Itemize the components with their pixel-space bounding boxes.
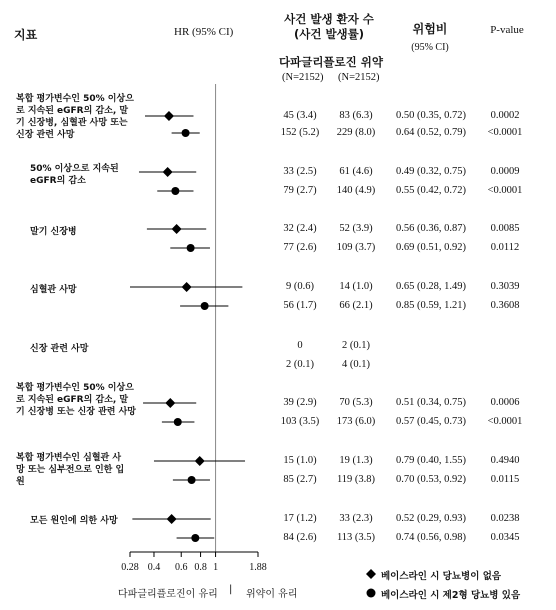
p-value: 0.4940 [490, 455, 520, 466]
hazard-ratio-value: 0.64 (0.52, 0.79) [396, 127, 466, 138]
hazard-ratio-diamond [164, 111, 174, 121]
events-placebo: 61 (4.6) [339, 166, 373, 177]
events-drug: 15 (1.0) [283, 455, 317, 466]
events-drug: 103 (3.5) [280, 416, 320, 427]
events-drug: 2 (0.1) [286, 359, 314, 370]
hazard-ratio-diamond [182, 282, 192, 292]
events-drug: 0 [297, 340, 303, 351]
hazard-ratio-value: 0.74 (0.56, 0.98) [396, 532, 466, 543]
events-placebo: 173 (6.0) [336, 416, 376, 427]
events-placebo: 119 (3.8) [336, 474, 376, 485]
events-placebo: 70 (5.3) [339, 397, 373, 408]
column-header-n-placebo: (N=2152) [338, 72, 380, 83]
x-tick-label: 1 [213, 562, 219, 573]
hazard-ratio-value: 0.85 (0.59, 1.21) [396, 300, 466, 311]
events-placebo: 109 (3.7) [336, 242, 376, 253]
subgroup-label: 모든 원인에 의한 사망 [30, 516, 118, 526]
legend-label-no-diabetes: 베이스라인 시 당뇨병이 없음 [381, 571, 502, 582]
favors-placebo-label: 위약이 유리 [246, 589, 298, 600]
column-header-hazard-ratio: 위험비 [412, 22, 448, 36]
hazard-ratio-value: 0.69 (0.51, 0.92) [396, 242, 466, 253]
hazard-ratio-value: 0.57 (0.45, 0.73) [396, 416, 466, 427]
p-value: 0.0002 [490, 110, 520, 121]
events-placebo: 229 (8.0) [336, 127, 376, 138]
subgroup-label: 복합 평가변수인 50% 이상으로 지속된 eGFR의 감소, 말기 신장병, 심혈관 사망 또는 신장 관련 사망 [16, 94, 134, 140]
hazard-ratio-circle [188, 476, 196, 484]
events-placebo: 4 (0.1) [342, 359, 370, 370]
hazard-ratio-circle [174, 418, 182, 426]
x-tick-label: 0.28 [121, 562, 139, 573]
events-placebo: 52 (3.9) [339, 223, 373, 234]
subgroup-label: 복합 평가변수인 50% 이상으로 지속된 eGFR의 감소, 말기 신장병 또는 신장 관련 사망 [16, 383, 136, 417]
hazard-ratio-value: 0.70 (0.53, 0.92) [396, 474, 466, 485]
hazard-ratio-diamond [165, 398, 175, 408]
p-value: 0.0115 [490, 474, 520, 485]
x-tick-label: 0.6 [174, 562, 188, 573]
events-drug: 152 (5.2) [280, 127, 320, 138]
p-value: 0.0345 [490, 532, 520, 543]
column-header-events: 사건 발생 환자 수 (사건 발생률) [284, 12, 374, 41]
events-drug: 17 (1.2) [283, 513, 317, 524]
hazard-ratio-value: 0.55 (0.42, 0.72) [396, 185, 466, 196]
x-tick-label: 1.88 [249, 562, 267, 573]
column-header-hazard-ratio-ci: (95% CI) [411, 42, 449, 53]
events-placebo: 33 (2.3) [339, 513, 373, 524]
column-header-arms: 다파글리플로진 위약 [279, 55, 383, 69]
hazard-ratio-diamond [167, 514, 177, 524]
events-drug: 84 (2.6) [283, 532, 317, 543]
circle-marker-icon [365, 587, 379, 601]
p-value: 0.0085 [490, 223, 520, 234]
events-drug: 77 (2.6) [283, 242, 317, 253]
events-drug: 45 (3.4) [283, 110, 317, 121]
legend [365, 568, 550, 604]
events-placebo: 66 (2.1) [339, 300, 373, 311]
p-value: 0.3039 [490, 281, 520, 292]
events-drug: 32 (2.4) [283, 223, 317, 234]
events-drug: 39 (2.9) [283, 397, 317, 408]
hazard-ratio-value: 0.52 (0.29, 0.93) [396, 513, 466, 524]
hazard-ratio-value: 0.56 (0.36, 0.87) [396, 223, 466, 234]
hazard-ratio-value: 0.79 (0.40, 1.55) [396, 455, 466, 466]
hazard-ratio-circle [191, 534, 199, 542]
subgroup-label: 복합 평가변수인 심혈관 사망 또는 심부전으로 인한 입원 [16, 453, 125, 487]
p-value: 0.0112 [490, 242, 520, 253]
legend-label-type2-diabetes: 베이스라인 시 제2형 당뇨병 있음 [381, 590, 521, 601]
events-drug: 85 (2.7) [283, 474, 317, 485]
x-tick-label: 0.8 [194, 562, 207, 573]
hazard-ratio-diamond [172, 224, 182, 234]
p-value: 0.0238 [490, 513, 520, 524]
column-header-hr-ci: HR (95% CI) [174, 26, 234, 38]
hazard-ratio-circle [171, 187, 179, 195]
p-value: 0.0006 [490, 397, 520, 408]
subgroup-label: 50% 이상으로 지속된 eGFR의 감소 [30, 164, 119, 186]
hazard-ratio-circle [201, 302, 209, 310]
diamond-marker-icon [365, 568, 379, 582]
column-header-p-value: P-value [490, 24, 524, 36]
events-drug: 9 (0.6) [286, 281, 314, 292]
events-placebo: 2 (0.1) [342, 340, 370, 351]
events-placebo: 19 (1.3) [339, 455, 373, 466]
events-placebo: 83 (6.3) [339, 110, 373, 121]
subgroup-label: 말기 신장병 [30, 227, 77, 237]
favors-drug-label: 다파글리플로진이 유리 [118, 589, 218, 600]
hazard-ratio-diamond [163, 167, 173, 177]
hazard-ratio-circle [182, 129, 190, 137]
events-placebo: 14 (1.0) [339, 281, 373, 292]
subgroup-label: 심혈관 사망 [30, 285, 77, 295]
events-placebo: 113 (3.5) [336, 532, 376, 543]
p-value: 0.0009 [490, 166, 520, 177]
x-tick-label: 0.4 [147, 562, 161, 573]
p-value: <0.0001 [487, 416, 523, 427]
p-value: 0.3608 [490, 300, 520, 311]
p-value: <0.0001 [487, 127, 523, 138]
hazard-ratio-value: 0.51 (0.34, 0.75) [396, 397, 466, 408]
events-drug: 56 (1.7) [283, 300, 317, 311]
events-placebo: 140 (4.9) [336, 185, 376, 196]
p-value: <0.0001 [487, 185, 523, 196]
hazard-ratio-value: 0.49 (0.32, 0.75) [396, 166, 466, 177]
hazard-ratio-value: 0.50 (0.35, 0.72) [396, 110, 466, 121]
events-drug: 79 (2.7) [283, 185, 317, 196]
hazard-ratio-value: 0.65 (0.28, 1.49) [396, 281, 466, 292]
hazard-ratio-diamond [195, 456, 205, 466]
events-drug: 33 (2.5) [283, 166, 317, 177]
column-header-subgroup: 지표 [14, 28, 38, 42]
favors-separator: | [229, 584, 233, 595]
subgroup-label: 신장 관련 사망 [30, 344, 89, 354]
hazard-ratio-circle [187, 244, 195, 252]
column-header-n-drug: (N=2152) [282, 72, 324, 83]
